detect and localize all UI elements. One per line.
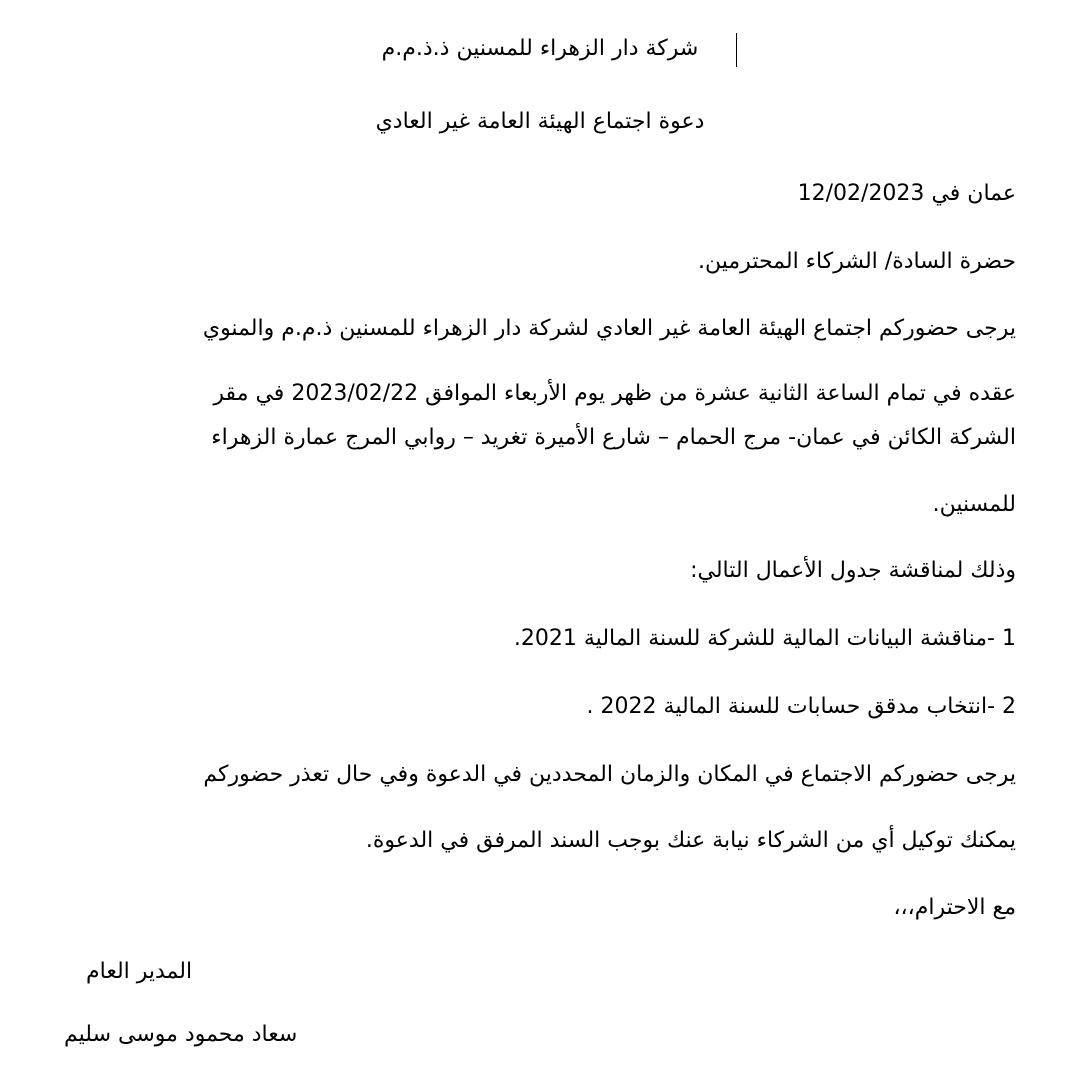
- body-line-6: يمكنك توكيل أي من الشركاء نيابة عنك بوجب السند المرفق في الدعوة.: [365, 828, 1016, 853]
- invitation-title: دعوة اجتماع الهيئة العامة غير العادي: [375, 109, 705, 134]
- agenda-intro: وذلك لمناقشة جدول الأعمال التالي:: [690, 558, 1016, 583]
- body-line-1: يرجى حضوركم اجتماع الهيئة العامة غير العادي لشركة دار الزهراء للمسنين ذ.م.م والمنوي: [202, 316, 1016, 341]
- body-line-4: للمسنين.: [932, 492, 1016, 517]
- place-date-prefix: عمان في: [931, 181, 1016, 206]
- signatory-name-text: سعاد محمود موسى سليم: [64, 1022, 298, 1047]
- place-date: [596, 179, 1016, 209]
- signatory-name: [64, 1020, 444, 1050]
- signatory-title: [86, 957, 386, 987]
- date-value: 12/02/2023: [797, 181, 925, 206]
- agenda-item: 1 -مناقشة البيانات المالية للشركة للسنة المالية 2021.: [513, 626, 1016, 651]
- signatory-title-text: المدير العام: [86, 959, 193, 984]
- company-title: شركة دار الزهراء للمسنين ذ.ذ.م.م: [381, 36, 699, 61]
- closing: مع الاحترام،،،: [893, 895, 1016, 920]
- agenda-item: 2 -انتخاب مدقق حسابات للسنة المالية 2022 .: [586, 694, 1016, 719]
- salutation: حضرة السادة/ الشركاء المحترمين.: [698, 249, 1016, 274]
- body-line-2: عقده في تمام الساعة الثانية عشرة من ظهر يوم الأربعاء الموافق 2023/02/22 في مقر: [213, 381, 1016, 406]
- body-line-3: الشركة الكائن في عمان- مرج الحمام – شارع الأميرة تغريد – روابي المرج عمارة الزهراء: [211, 425, 1016, 450]
- text-cursor: [736, 33, 737, 67]
- body-line-5: يرجى حضوركم الاجتماع في المكان والزمان المحددين في الدعوة وفي حال تعذر حضوركم: [203, 762, 1016, 787]
